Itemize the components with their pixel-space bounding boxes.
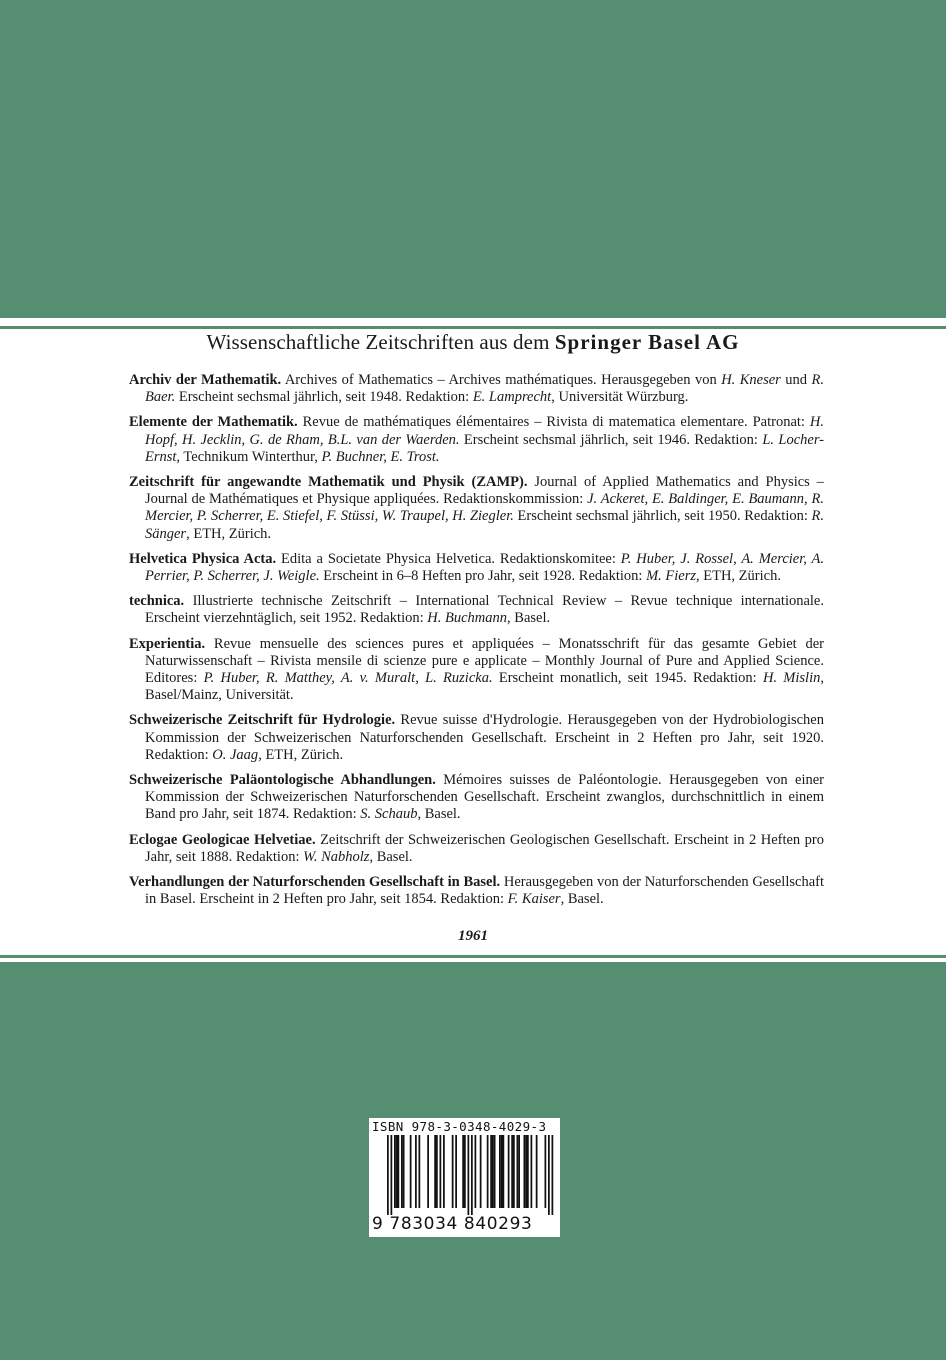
journal-description: , Technikum Winterthur,	[176, 448, 322, 465]
barcode-bar	[387, 1135, 389, 1215]
editor-names: P. Buchner, E. Trost.	[321, 448, 440, 465]
barcode-bar	[398, 1135, 400, 1208]
journal-description: , Basel.	[560, 891, 604, 908]
journal-entry	[129, 874, 824, 908]
journal-description: Edita a Societate Physica Helvetica. Redaktionskomitee:	[276, 550, 621, 567]
barcode-bar	[440, 1135, 442, 1208]
publication-year: 1961	[458, 928, 488, 944]
barcode-bar	[443, 1135, 445, 1208]
editor-names: J. Ackeret, E. Baldinger, E. Baumann, R. Mercier, P. Scherrer, E. Stiefel, F. Stüssi, W. Traupel, H. Ziegler.	[145, 491, 824, 525]
barcode-bar	[525, 1135, 527, 1208]
barcode-bar	[427, 1135, 429, 1208]
editor-names: H. Mislin	[762, 670, 821, 687]
journal-title: technica.	[129, 593, 185, 610]
journal-description: Erscheint sechsmal jährlich, seit 1946. Redaktion:	[459, 431, 763, 448]
journal-description: Revue suisse d'Hydrologie. Herausgegeben von der Hydrobiologischen Kommission der Schweizerischen Naturforschenden Gesellschaft. Erscheint in 2 Heften pro Jahr, seit 1920. Redaktion:	[145, 712, 824, 763]
editor-names: M. Fierz	[646, 568, 696, 585]
journal-description: , Basel.	[369, 848, 413, 865]
journal-description: , Basel.	[417, 806, 461, 823]
journal-description: , Basel/Mainz, Universität.	[145, 670, 824, 704]
journal-entry	[129, 593, 824, 627]
barcode-bar	[548, 1135, 550, 1215]
editor-names: O. Jaag	[212, 746, 259, 763]
barcode-bar	[391, 1135, 393, 1215]
barcode-bar	[494, 1135, 496, 1208]
editor-names: H. Hopf, H. Jecklin, G. de Rham, B.L. van der Waerden.	[145, 414, 824, 448]
editor-names: S. Schaub	[360, 806, 418, 823]
journal-title: Zeitschrift für angewandte Mathematik und Physik (ZAMP).	[129, 474, 528, 491]
editor-names: E. Lamprecht	[472, 389, 552, 406]
journal-description: Erscheint sechsmal jährlich, seit 1948. Redaktion:	[175, 389, 473, 406]
editor-names: F. Kaiser	[507, 891, 561, 908]
barcode-bar	[527, 1135, 529, 1208]
barcode-bar	[419, 1135, 421, 1208]
journal-description: Revue mensuelle des sciences pures et appliquées – Monatsschrift für das gesamte Gebiet der Naturwissenschaft – Rivista mensile di scienze pure e applicate – Monthly Journal of Pure and Applied Science. Editores:	[145, 635, 824, 687]
barcode-bar	[490, 1135, 492, 1208]
top-green-band	[0, 0, 946, 318]
journal-title: Helvetica Physica Acta.	[129, 550, 277, 567]
barcode-bar	[410, 1135, 412, 1208]
barcode-bar	[455, 1135, 457, 1208]
journal-description: Zeitschrift der Schweizerischen Geologischen Gesellschaft. Erscheint in 2 Heften pro Jahr, seit 1888. Redaktion:	[145, 831, 825, 865]
barcode-bar	[452, 1135, 454, 1208]
editor-names: W. Nabholz	[303, 848, 370, 865]
journal-description: Archives of Mathematics – Archives mathématiques. Herausgegeben von	[281, 372, 722, 388]
journal-title: Experientia.	[129, 635, 206, 652]
barcode-bar	[524, 1135, 526, 1208]
journal-entry	[129, 712, 824, 764]
journal-entry	[129, 636, 824, 705]
barcode-bar	[401, 1135, 403, 1208]
bottom-rule-thin	[0, 955, 946, 958]
barcode-bar	[403, 1135, 405, 1208]
barcode-bar	[508, 1135, 510, 1208]
barcode-bar	[475, 1135, 477, 1208]
journal-description: Erscheint monatlich, seit 1945. Redaktion:	[492, 670, 763, 687]
heading-prefix: Wissenschaftliche Zeitschriften aus dem	[206, 330, 550, 354]
barcode-bar	[511, 1135, 513, 1208]
journal-description: Herausgegeben von der Naturforschenden Gesellschaft in Basel. Erscheint in 2 Heften pro Jahr, seit 1854. Redaktion:	[145, 874, 824, 908]
editor-names: R. Baer.	[145, 372, 824, 406]
barcode-bar	[394, 1135, 396, 1208]
barcode-bar	[396, 1135, 398, 1208]
journal-description: , Basel.	[507, 610, 551, 627]
barcode-bar	[480, 1135, 482, 1208]
journal-entry	[129, 372, 824, 406]
journal-title: Schweizerische Zeitschrift für Hydrologie.	[129, 712, 396, 729]
barcode-bar	[518, 1135, 520, 1208]
journal-description: , ETH, Zürich.	[696, 568, 781, 585]
isbn-label: ISBN 978-3-0348-4029-3	[372, 1119, 547, 1134]
journal-description: , ETH, Zürich.	[258, 746, 344, 763]
isbn-barcode	[369, 1118, 560, 1237]
page-heading	[0, 330, 946, 355]
editor-names: P. Huber, R. Matthey, A. v. Muralt, L. Ruzicka.	[203, 670, 493, 687]
editor-names: P. Huber, J. Rossel, A. Mercier, A. Perrier, P. Scherrer, J. Weigle.	[145, 550, 824, 585]
journal-description: und	[780, 372, 812, 388]
editor-names: H. Kneser	[721, 372, 781, 388]
journal-title: Elemente der Mathematik.	[129, 414, 298, 431]
journal-description: Erscheint in 6–8 Heften pro Jahr, seit 1928. Redaktion:	[319, 568, 647, 585]
journal-entry	[129, 474, 824, 543]
editor-names: L. Locher-Ernst	[145, 431, 825, 465]
barcode-bar	[513, 1135, 515, 1208]
heading-publisher: Springer Basel AG	[554, 330, 740, 354]
barcode-bar	[468, 1135, 470, 1215]
journal-title: Verhandlungen der Naturforschenden Gesellschaft in Basel.	[129, 874, 501, 891]
barcode-bar	[499, 1135, 501, 1208]
barcode-bar	[501, 1135, 503, 1208]
barcode-bar	[436, 1135, 438, 1208]
barcode-bar	[462, 1135, 464, 1208]
barcode-bar	[434, 1135, 436, 1208]
top-rule-thin	[0, 326, 946, 329]
ean-digits: 9 783034 840293	[372, 1214, 533, 1234]
barcode-bar	[492, 1135, 494, 1208]
journal-description: Journal of Applied Mathematics and Physics – Journal de Mathématiques et Physique appliquées. Redaktionskommission:	[145, 474, 824, 508]
journal-title: Schweizerische Paläontologische Abhandlungen.	[129, 772, 436, 789]
barcode-bar	[552, 1135, 554, 1215]
journal-entry	[129, 772, 824, 824]
barcode-bars	[373, 1135, 556, 1215]
barcode-bar	[471, 1135, 473, 1215]
journal-description: Revue de mathématiques élémentaires – Rivista di matematica elementare. Patronat:	[297, 414, 810, 431]
journal-title: Archiv der Mathematik.	[129, 372, 282, 388]
barcode-bar	[545, 1135, 547, 1208]
journal-description: Illustrierte technische Zeitschrift – International Technical Review – Revue technique internationale. Erscheint vierzehntäglich, seit 1952. Redaktion:	[145, 593, 824, 627]
barcode-bar	[487, 1135, 489, 1208]
bottom-rule-thick	[0, 962, 946, 970]
journal-description: Mémoires suisses de Paléontologie. Herausgegeben von einer Kommission der Schweizerischen Naturforschenden Gesellschaft. Erscheint zwanglos, durchschnittlich in einem Band pro Jahr, seit 1874. Redaktion:	[145, 772, 824, 823]
journal-description: , ETH, Zürich.	[186, 525, 272, 542]
journal-list	[129, 372, 824, 916]
barcode-bar	[531, 1135, 533, 1208]
editor-names: R. Sänger	[145, 508, 824, 542]
journal-title: Eclogae Geologicae Helvetiae.	[129, 831, 316, 848]
barcode-bar	[464, 1135, 466, 1208]
barcode-bar	[503, 1135, 505, 1208]
editor-names: H. Buchmann	[427, 610, 508, 627]
journal-entry	[129, 832, 824, 866]
journal-description: Erscheint sechsmal jährlich, seit 1950. Redaktion:	[513, 508, 812, 525]
journal-description: , Universität Würzburg.	[551, 389, 689, 406]
journal-entry	[129, 414, 824, 466]
barcode-bar	[415, 1135, 417, 1208]
journal-entry	[129, 551, 824, 585]
barcode-bar	[517, 1135, 519, 1208]
barcode-bar	[536, 1135, 538, 1208]
